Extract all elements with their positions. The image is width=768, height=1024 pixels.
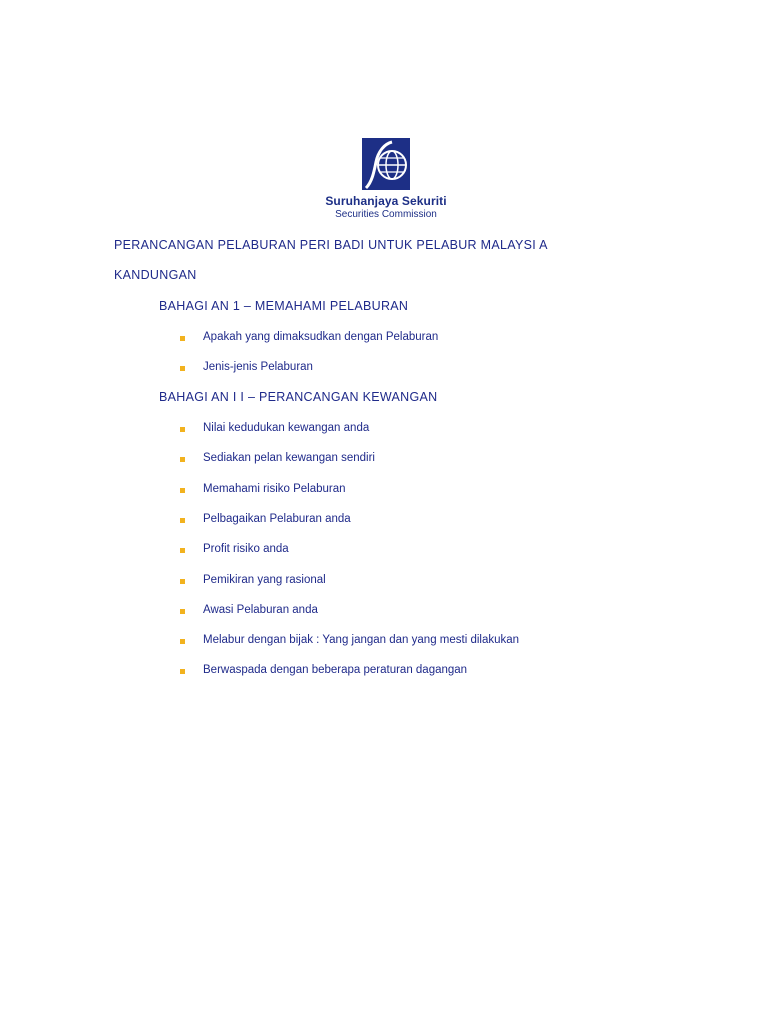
bullet-icon (180, 457, 185, 462)
toc-item-label: Pemikiran yang rasional (203, 574, 326, 586)
toc-item-label: Profit risiko anda (203, 543, 289, 555)
toc-item-label: Melabur dengan bijak : Yang jangan dan yang mesti dilakukan (203, 634, 520, 646)
toc-item[interactable] (180, 662, 467, 678)
toc-item[interactable] (180, 450, 375, 466)
toc-item[interactable] (180, 420, 369, 436)
bullet-icon (180, 336, 185, 341)
bullet-icon (180, 518, 185, 523)
section-heading-1: BAHAGI AN 1 – MEMAHAMI PELABURAN (159, 299, 409, 313)
bullet-icon (180, 366, 185, 371)
toc-item[interactable] (180, 602, 318, 618)
toc-item[interactable] (180, 572, 326, 588)
toc-item-label: Pelbagaikan Pelaburan anda (203, 513, 351, 525)
sc-emblem-icon (362, 138, 410, 190)
bullet-icon (180, 427, 185, 432)
securities-commission-logo (300, 138, 472, 220)
toc-item[interactable] (180, 359, 313, 375)
toc-item[interactable] (180, 541, 289, 557)
section-heading-2: BAHAGI AN I I – PERANCANGAN KEWANGAN (159, 390, 438, 404)
bullet-icon (180, 639, 185, 644)
bullet-icon (180, 609, 185, 614)
toc-item[interactable] (180, 632, 519, 648)
toc-item-label: Nilai kedudukan kewangan anda (203, 422, 370, 434)
logo-name-malay: Suruhanjaya Sekuriti (325, 194, 447, 208)
toc-item[interactable] (180, 511, 351, 527)
toc-item-label: Sediakan pelan kewangan sendiri (203, 452, 375, 464)
bullet-icon (180, 669, 185, 674)
toc-item[interactable] (180, 329, 438, 345)
logo-name-english: Securities Commission (335, 209, 437, 220)
toc-item-label: Awasi Pelaburan anda (203, 604, 318, 616)
toc-item[interactable] (180, 481, 346, 497)
toc-item-label: Berwaspada dengan beberapa peraturan dagangan (203, 664, 468, 676)
contents-heading: KANDUNGAN (114, 268, 197, 282)
document-title: PERANCANGAN PELABURAN PERI BADI UNTUK PELABUR MALAYSI A (114, 238, 548, 252)
bullet-icon (180, 548, 185, 553)
bullet-icon (180, 488, 185, 493)
toc-item-label: Memahami risiko Pelaburan (203, 483, 346, 495)
bullet-icon (180, 579, 185, 584)
toc-item-label: Apakah yang dimaksudkan dengan Pelaburan (203, 331, 439, 343)
toc-item-label: Jenis-jenis Pelaburan (203, 361, 313, 373)
